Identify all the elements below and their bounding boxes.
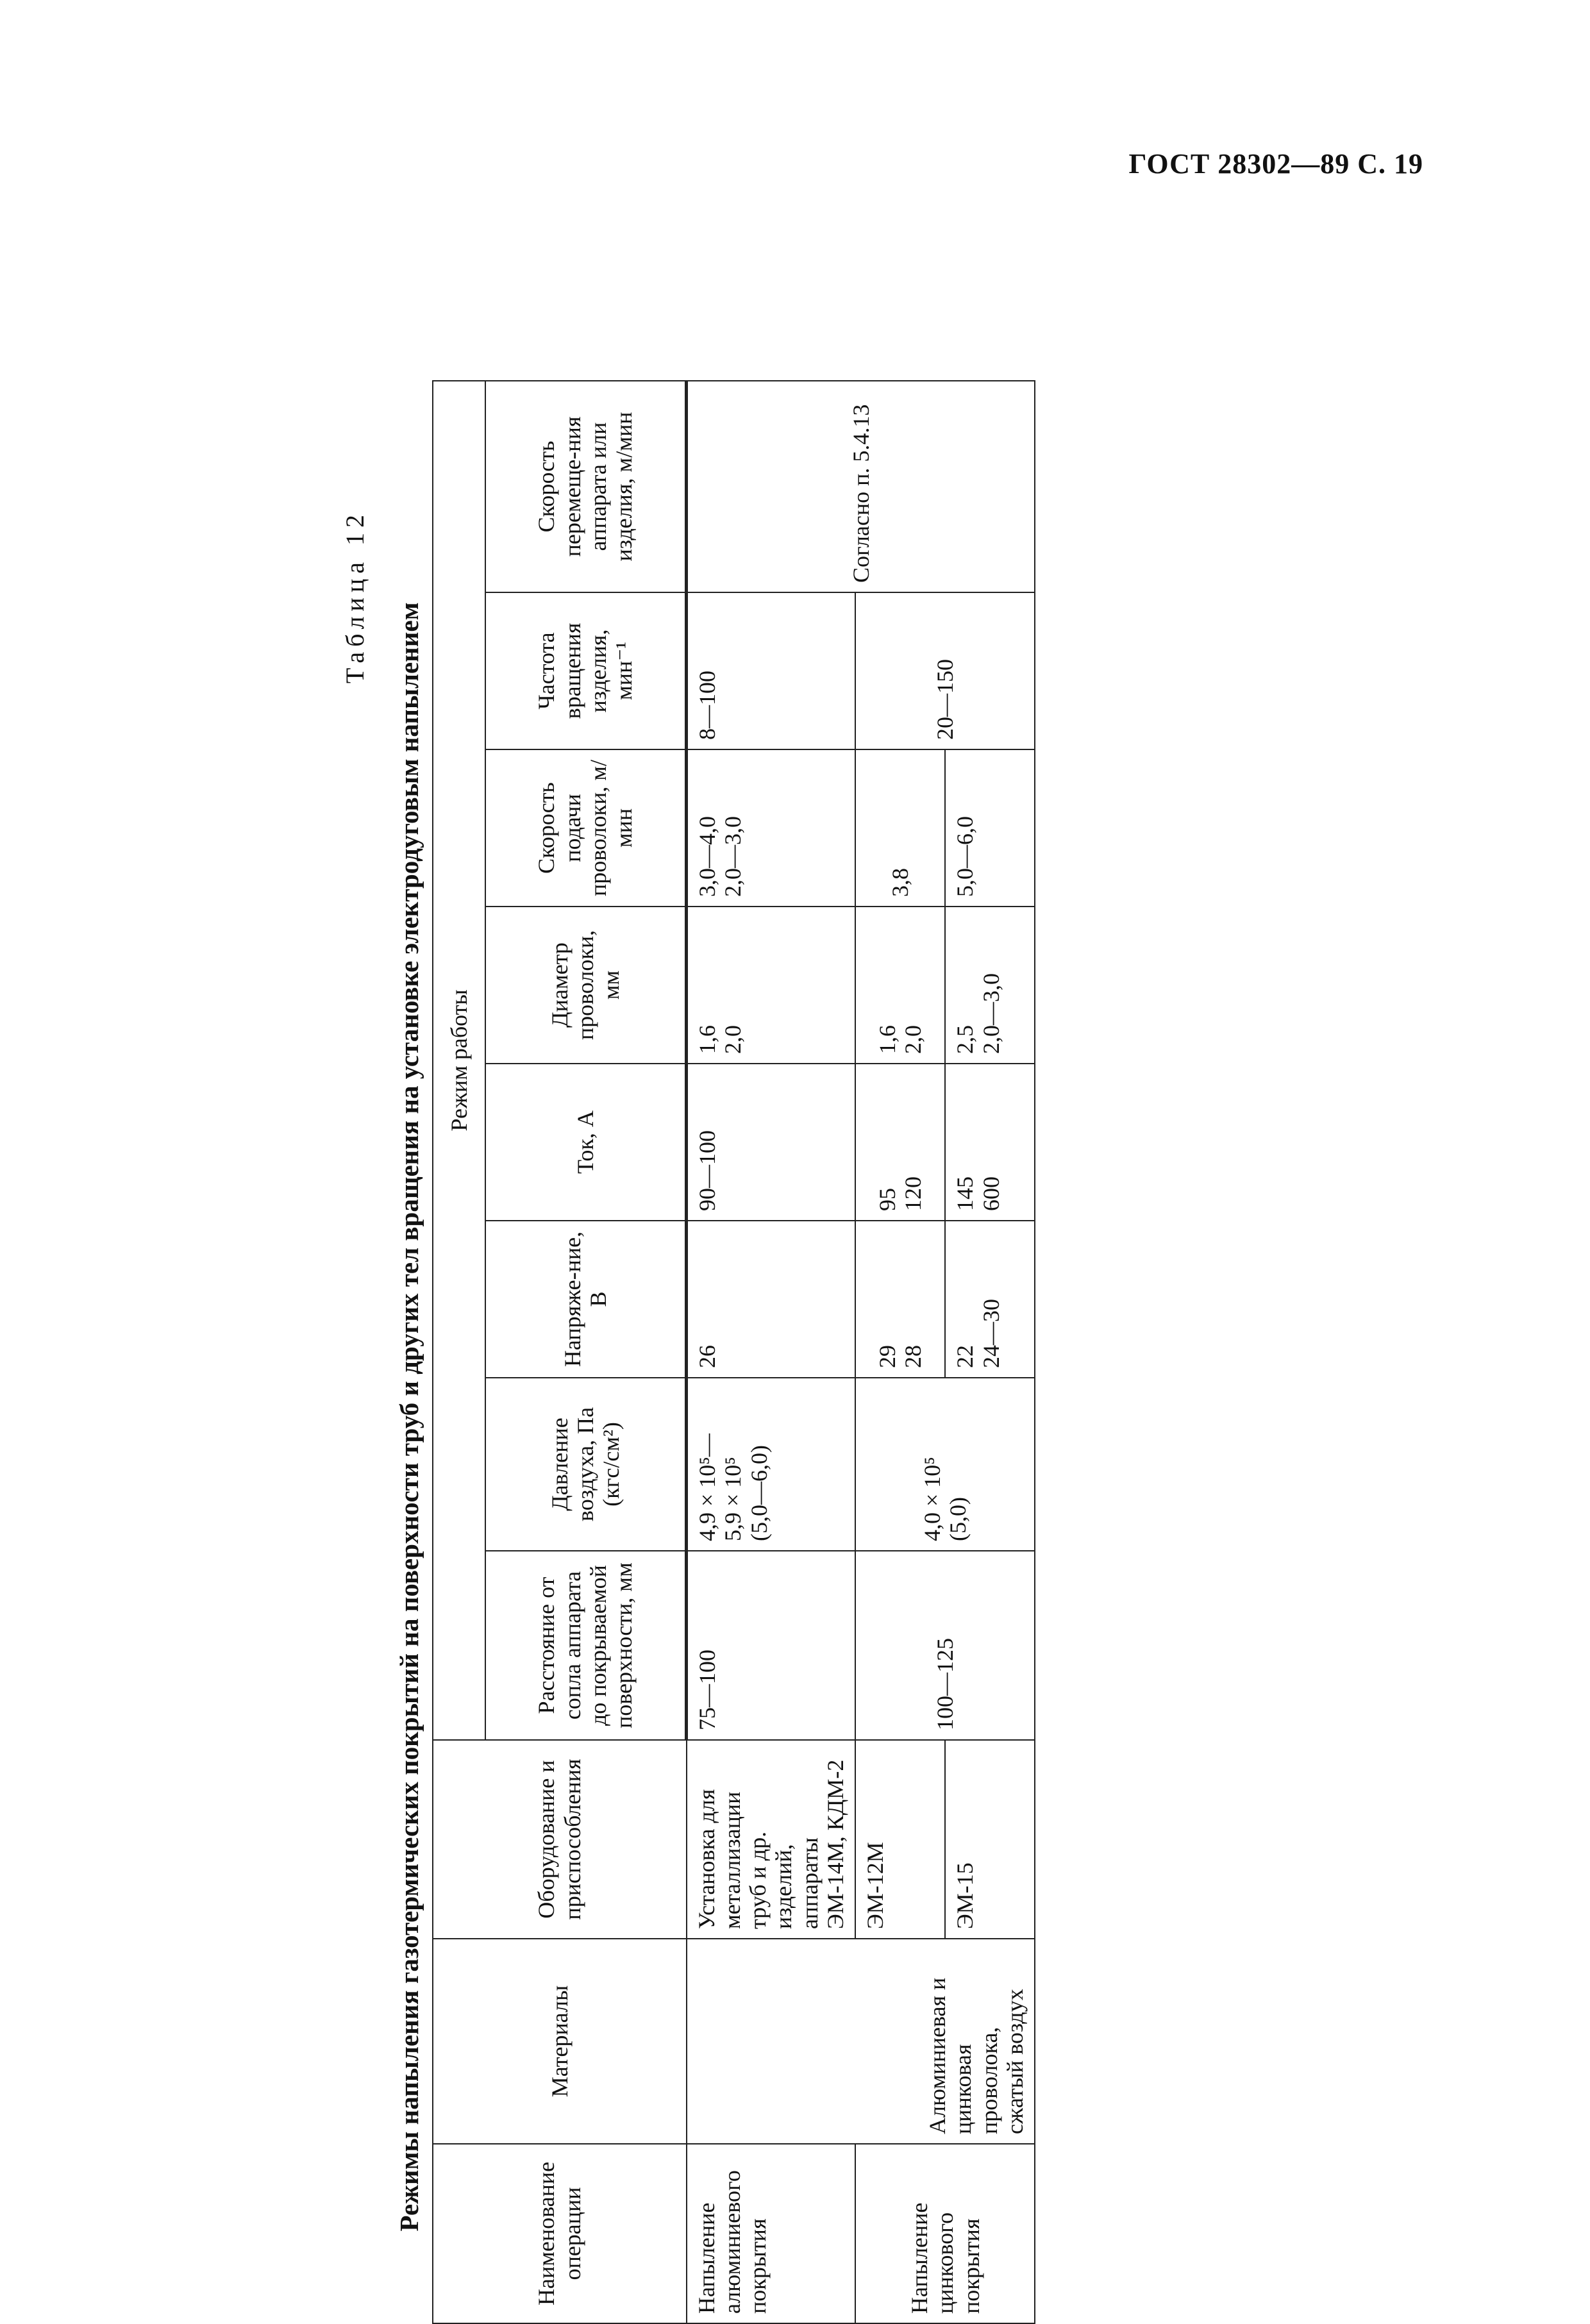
voltage-3-line-1: 22 xyxy=(952,1345,978,1368)
voltage-2-line-1: 29 xyxy=(874,1345,901,1368)
header-current: Ток, А xyxy=(485,1064,687,1221)
feed-1-line-2: 2,0—3,0 xyxy=(720,816,746,897)
cell-voltage-3 xyxy=(945,1221,1035,1378)
diameter-1-line-2: 2,0 xyxy=(720,1025,746,1054)
header-mode-group: Режим работы xyxy=(433,381,485,1740)
rotated-table-block xyxy=(340,404,1058,2324)
cell-rotation-2: 20—150 xyxy=(855,592,1035,749)
header-distance: Расстояние от сопла аппарата до покрываемой поверхности, мм xyxy=(485,1551,687,1740)
cell-operation-zinc: Напыление цинкового покрытия xyxy=(855,2144,1035,2323)
cell-move-speed: Согласно п. 5.4.13 xyxy=(687,381,1035,592)
diameter-2-line-1: 1,6 xyxy=(874,1025,901,1054)
cell-operation-aluminium: Напыление алюминиевого покрытия xyxy=(687,2144,856,2323)
cell-diameter-1 xyxy=(687,907,856,1064)
pressure-1-line-2: 5,9 × 10⁵ xyxy=(720,1457,746,1541)
table-12 xyxy=(432,380,1035,2324)
cell-diameter-2 xyxy=(855,907,945,1064)
table-label: Таблица 12 xyxy=(340,510,369,684)
header-equipment: Оборудование и приспособления xyxy=(433,1740,687,1939)
pressure-1-line-1: 4,9 × 10⁵— xyxy=(694,1434,720,1541)
page-header: ГОСТ 28302—89 С. 19 xyxy=(1128,148,1423,180)
pressure-1-line-3: (5,0—6,0) xyxy=(746,1445,772,1541)
cell-feed-2: 3,8 xyxy=(855,749,945,907)
diameter-1-line-1: 1,6 xyxy=(694,1025,720,1054)
cell-diameter-3 xyxy=(945,907,1035,1064)
header-operation: Наименование операции xyxy=(433,2144,687,2323)
cell-equipment-2: ЭМ-12М xyxy=(855,1740,945,1939)
cell-voltage-1: 26 xyxy=(687,1221,856,1378)
feed-1-line-1: 3,0—4,0 xyxy=(694,816,720,897)
header-rotation-freq: Частота вращения изделия, мин⁻¹ xyxy=(485,592,687,749)
cell-equipment-3: ЭМ-15 xyxy=(945,1740,1035,1939)
diameter-2-line-2: 2,0 xyxy=(900,1025,926,1054)
cell-rotation-1: 8—100 xyxy=(687,592,856,749)
diameter-3-line-1: 2,5 xyxy=(952,1025,978,1054)
cell-current-2 xyxy=(855,1064,945,1221)
cell-distance-2: 100—125 xyxy=(855,1551,1035,1740)
current-2-line-2: 120 xyxy=(900,1176,926,1211)
cell-pressure-1 xyxy=(687,1378,856,1551)
header-diameter: Диаметр проволоки, мм xyxy=(485,907,687,1064)
cell-materials: Алюминиевая и цинковая проволока, сжатый воздух xyxy=(687,1939,1035,2144)
header-materials: Материалы xyxy=(433,1939,687,2144)
header-voltage: Напряже-ние, В xyxy=(485,1221,687,1378)
table-title: Режимы напыления газотермических покрытий на поверхности труб и других тел вращения на установке электродуговым напылением xyxy=(394,602,424,2232)
header-pressure: Давление воздуха, Па (кгс/см²) xyxy=(485,1378,687,1551)
cell-distance-1: 75—100 xyxy=(687,1551,856,1740)
cell-feed-3: 5,0—6,0 xyxy=(945,749,1035,907)
table-row xyxy=(687,381,856,2323)
cell-equipment-1: Установка для металлизации труб и др. изделий, аппараты ЭМ-14М, КДМ-2 xyxy=(687,1740,856,1939)
current-2-line-1: 95 xyxy=(874,1188,901,1211)
cell-voltage-2 xyxy=(855,1221,945,1378)
cell-current-1: 90—100 xyxy=(687,1064,856,1221)
current-3-line-2: 600 xyxy=(978,1176,1004,1211)
cell-feed-1 xyxy=(687,749,856,907)
header-move-speed: Скорость перемеще-ния аппарата или изделия, м/мин xyxy=(485,381,687,592)
current-3-line-1: 145 xyxy=(952,1176,978,1211)
caption-row xyxy=(340,510,385,2324)
header-feed-speed: Скорость подачи проволоки, м/мин xyxy=(485,749,687,907)
voltage-3-line-2: 24—30 xyxy=(978,1299,1004,1368)
voltage-2-line-2: 28 xyxy=(900,1345,926,1368)
cell-current-3 xyxy=(945,1064,1035,1221)
pressure-2-line-2: (5,0) xyxy=(945,1497,971,1541)
diameter-3-line-2: 2,0—3,0 xyxy=(978,973,1004,1054)
cell-pressure-2 xyxy=(855,1378,1035,1551)
pressure-2-line-1: 4,0 × 10⁵ xyxy=(919,1457,946,1541)
